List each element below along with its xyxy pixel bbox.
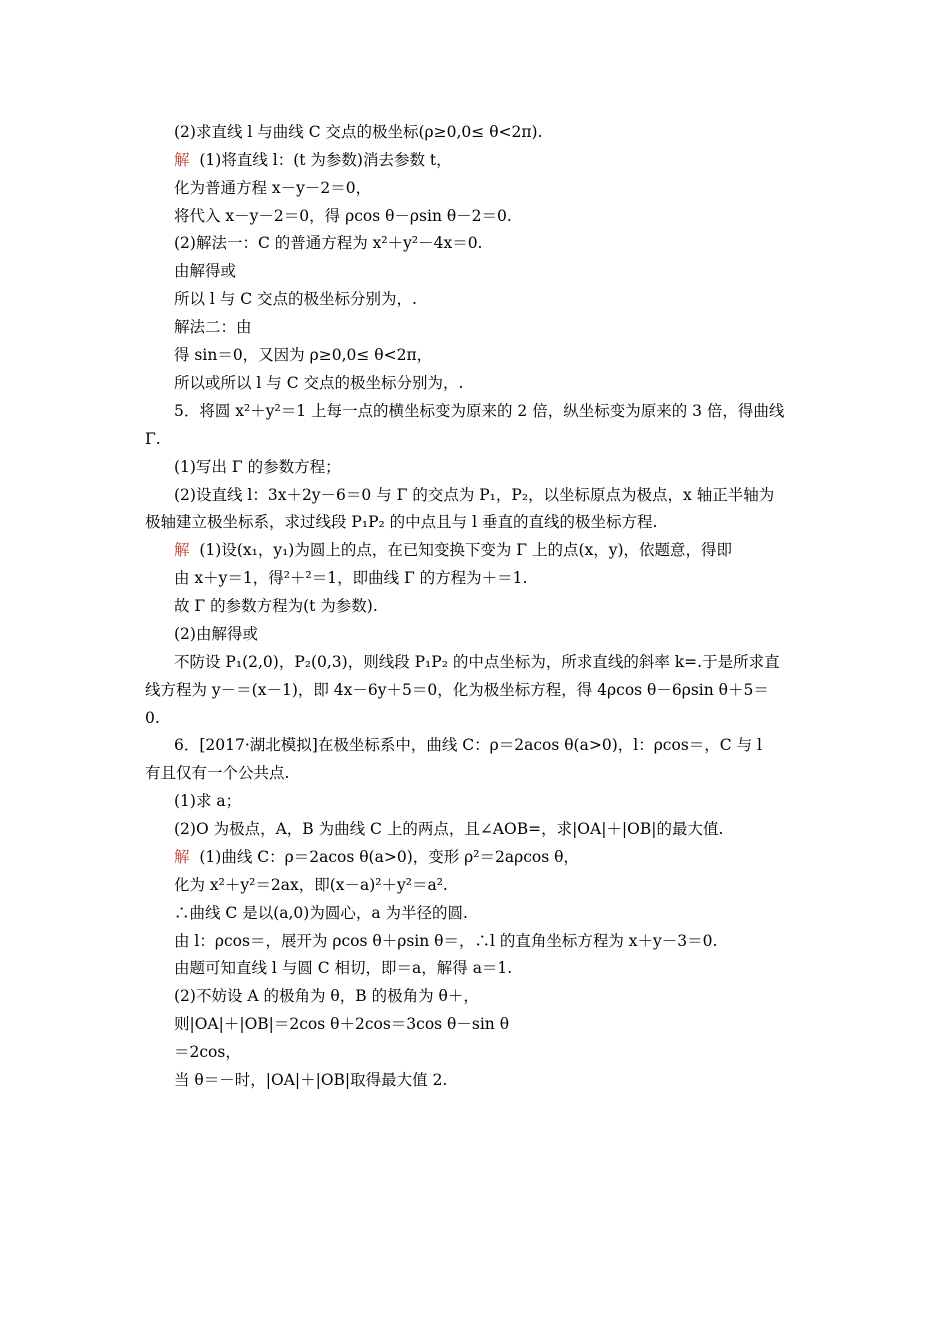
text-line: 线方程为 y－＝(x－1)，即 4x－6y＋5＝0，化为极坐标方程，得 4ρcos θ－6ρsin θ＋5＝ [145, 681, 769, 699]
solution-marker: 解 [174, 541, 190, 559]
text-line: (1)写出 Γ 的参数方程； [174, 458, 341, 476]
text-line: 解 (1)设(x₁，y₁)为圆上的点，在已知变换下变为 Γ 上的点(x，y)，依题意，得即 [174, 541, 733, 559]
text-line: Γ. [145, 430, 161, 448]
text-line: 极轴建立极坐标系，求过线段 P₁P₂ 的中点且与 l 垂直的直线的极坐标方程. [145, 513, 658, 531]
text-line: 由 l：ρcos＝，展开为 ρcos θ＋ρsin θ＝，∴l 的直角坐标方程为 x＋y－3＝0. [174, 932, 718, 950]
text-line: 当 θ＝－时，|OA|＋|OB|取得最大值 2. [174, 1071, 448, 1089]
text-line: (2)由解得或 [174, 625, 258, 643]
text-line: (2)求直线 l 与曲线 C 交点的极坐标(ρ≥0,0≤ θ<2π). [174, 123, 543, 141]
text-line: 所以或所以 l 与 C 交点的极坐标分别为，. [174, 374, 464, 392]
text-line: 解 (1)将直线 l：(t 为参数)消去参数 t， [174, 151, 452, 169]
text-line: 解法二：由 [174, 318, 252, 336]
text-line: 得 sin＝0，又因为 ρ≥0,0≤ θ<2π， [174, 346, 433, 364]
text-line: 故 Γ 的参数方程为(t 为参数). [174, 597, 378, 615]
text-line: 5．将圆 x²＋y²＝1 上每一点的横坐标变为原来的 2 倍，纵坐标变为原来的 3 倍，得曲线 [174, 402, 785, 420]
text-line: 由解得或 [174, 262, 237, 280]
text-line: (2)不妨设 A 的极角为 θ，B 的极角为 θ＋， [174, 987, 479, 1005]
text-line: 解 (1)曲线 C：ρ＝2acos θ(a>0)，变形 ρ²＝2aρcos θ， [174, 848, 579, 866]
text-line: (1)求 a； [174, 792, 242, 810]
text-line: (2)O 为极点，A，B 为曲线 C 上的两点，且∠AOB=，求|OA|＋|OB|的最大值. [174, 820, 724, 838]
text-line: 化为 x²＋y²＝2ax，即(x－a)²＋y²＝a². [174, 876, 448, 894]
solution-marker: 解 [174, 151, 190, 169]
solution-marker: 解 [174, 848, 190, 866]
text-line: 0. [145, 709, 160, 727]
text-line: ∴曲线 C 是以(a,0)为圆心，a 为半径的圆. [174, 904, 468, 922]
text-line: 有且仅有一个公共点. [145, 764, 290, 782]
text-line: (2)设直线 l：3x＋2y－6＝0 与 Γ 的交点为 P₁，P₂，以坐标原点为极点，x 轴正半轴为 [174, 486, 775, 504]
text-line: ＝2cos， [174, 1043, 241, 1061]
text-line: 化为普通方程 x－y－2＝0， [174, 179, 372, 197]
text-line: (2)解法一：C 的普通方程为 x²＋y²－4x＝0. [174, 234, 483, 252]
text-line: 由 x＋y＝1，得²＋²＝1，即曲线 Γ 的方程为＋＝1. [174, 569, 528, 587]
text-line: 不防设 P₁(2,0)，P₂(0,3)，则线段 P₁P₂ 的中点坐标为，所求直线的斜率 k=.于是所求直 [174, 653, 780, 671]
text-line: 所以 l 与 C 交点的极坐标分别为，. [174, 290, 417, 308]
text-line: 将代入 x－y－2＝0，得 ρcos θ－ρsin θ－2＝0. [174, 207, 512, 225]
text-line: 6．[2017·湖北模拟]在极坐标系中，曲线 C：ρ＝2acos θ(a>0)，l：ρcos＝，C 与 l [174, 736, 762, 754]
text-line: 则|OA|＋|OB|＝2cos θ＋2cos＝3cos θ－sin θ [174, 1015, 510, 1033]
text-line: 由题可知直线 l 与圆 C 相切，即＝a，解得 a＝1. [174, 959, 513, 977]
